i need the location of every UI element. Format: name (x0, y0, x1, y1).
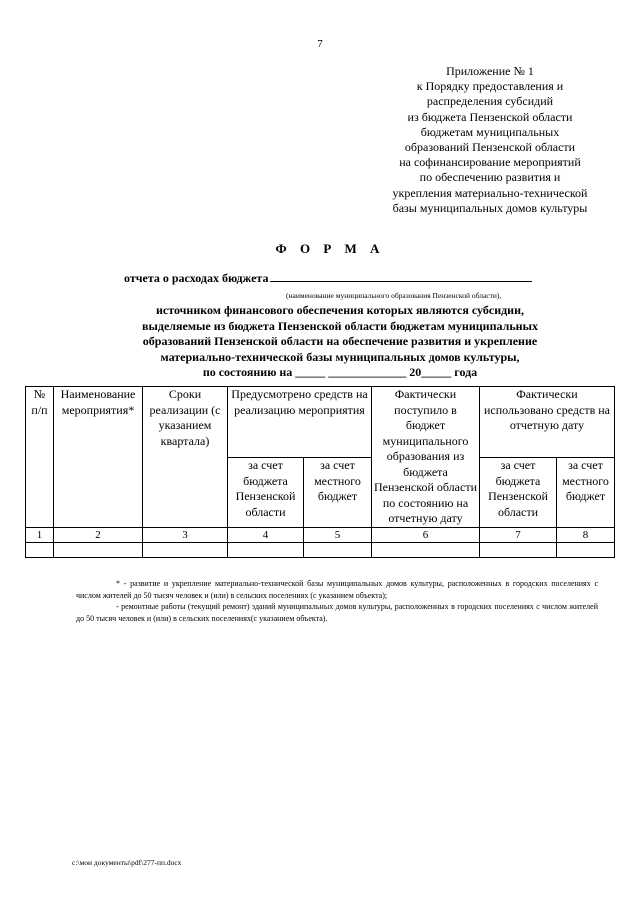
header-cell-planned-funds: Предусмотрено средств на реализацию мероприятия (228, 387, 372, 458)
file-path: c:\мои документы\pdf\277-пп.docx (72, 858, 182, 867)
appendix-line: образований Пензенской области (404, 140, 576, 155)
appendix-line: распределения субсидий (426, 94, 554, 109)
column-number-row (26, 527, 615, 542)
footnote (76, 578, 598, 624)
table-cell (557, 542, 615, 557)
report-subtitle (100, 303, 580, 381)
report-title-line (124, 270, 532, 286)
header-cell-received-funds: Фактически поступило в бюджет муниципального образования из бюджета Пензенской области по состоянию на отчетную дату (372, 387, 480, 528)
appendix-line: к Порядку предоставления и (416, 79, 564, 94)
column-number-cell: 6 (372, 527, 480, 542)
municipality-caption: (наименование муниципального образования Пензенской области), (286, 291, 502, 300)
column-number-cell: 5 (304, 527, 372, 542)
form-title: Ф О Р М А (275, 241, 385, 256)
appendix-line: бюджетам муниципальных (420, 124, 560, 139)
header-cell-used-local: за счет местного бюджет (557, 458, 615, 528)
subtitle-line: по состоянию на _____ _____________ 20_____ года (202, 365, 478, 379)
municipality-blank-line (270, 270, 532, 282)
table-cell (304, 542, 372, 557)
table-row (26, 542, 615, 557)
header-cell-planned-regional: за счет бюджета Пензенской области (228, 458, 304, 528)
table-cell (54, 542, 143, 557)
column-number-cell: 2 (54, 527, 143, 542)
table-cell (480, 542, 557, 557)
header-cell-planned-local: за счет местного бюджет (304, 458, 372, 528)
footnote-line: - ремонтные работы (текущий ремонт) зданий муниципальных домов культуры, расположенных в городских поселениях с числом жителей до 50 тысяч человек и (или) в сельских поселениях(с указанием объекта). (76, 602, 598, 623)
appendix-line: базы муниципальных домов культуры (392, 200, 588, 215)
table-cell (143, 542, 228, 557)
appendix-line: на софинансирование мероприятий (399, 155, 581, 170)
column-number-cell: 7 (480, 527, 557, 542)
appendix-line: укрепления материально-технической (392, 185, 588, 200)
table-cell (372, 542, 480, 557)
appendix-line: Приложение № 1 (446, 64, 534, 78)
header-cell-used-regional: за счет бюджета Пензенской области (480, 458, 557, 528)
appendix-line: из бюджета Пензенской области (407, 109, 573, 124)
column-number-cell: 1 (26, 527, 54, 542)
column-number-cell: 4 (228, 527, 304, 542)
page-number: 7 (317, 38, 323, 50)
footnote-line: * - развитие и укрепление материально-технической базы муниципальных домов культуры, расположенных в городских поселениях с числом жителей до 50 тысяч человек и (или) в сельских поселениях (с указанием объекта); (76, 579, 598, 600)
subtitle-line: образований Пензенской области на обеспечение развития и укрепление (142, 334, 538, 348)
report-table (25, 386, 615, 558)
subtitle-line: источником финансового обеспечения которых являются субсидии, (155, 303, 524, 317)
report-title-text: отчета о расходах бюджета (124, 271, 269, 285)
column-number-cell: 8 (557, 527, 615, 542)
header-cell-event-name: Наименование мероприятия* (54, 387, 143, 528)
header-cell-used-funds: Фактически использовано средств на отчетную дату (480, 387, 615, 458)
subtitle-line: выделяемые из бюджета Пензенской области бюджетам муниципальных (142, 318, 538, 333)
appendix-header (360, 64, 620, 216)
subtitle-line: материально-технической базы муниципальных домов культуры, (160, 349, 520, 364)
header-cell-number: № п/п (26, 387, 54, 528)
column-number-cell: 3 (143, 527, 228, 542)
header-cell-terms: Сроки реализации (с указанием квартала) (143, 387, 228, 528)
appendix-line: по обеспечению развития и (419, 170, 561, 185)
table-cell (26, 542, 54, 557)
table-cell (228, 542, 304, 557)
